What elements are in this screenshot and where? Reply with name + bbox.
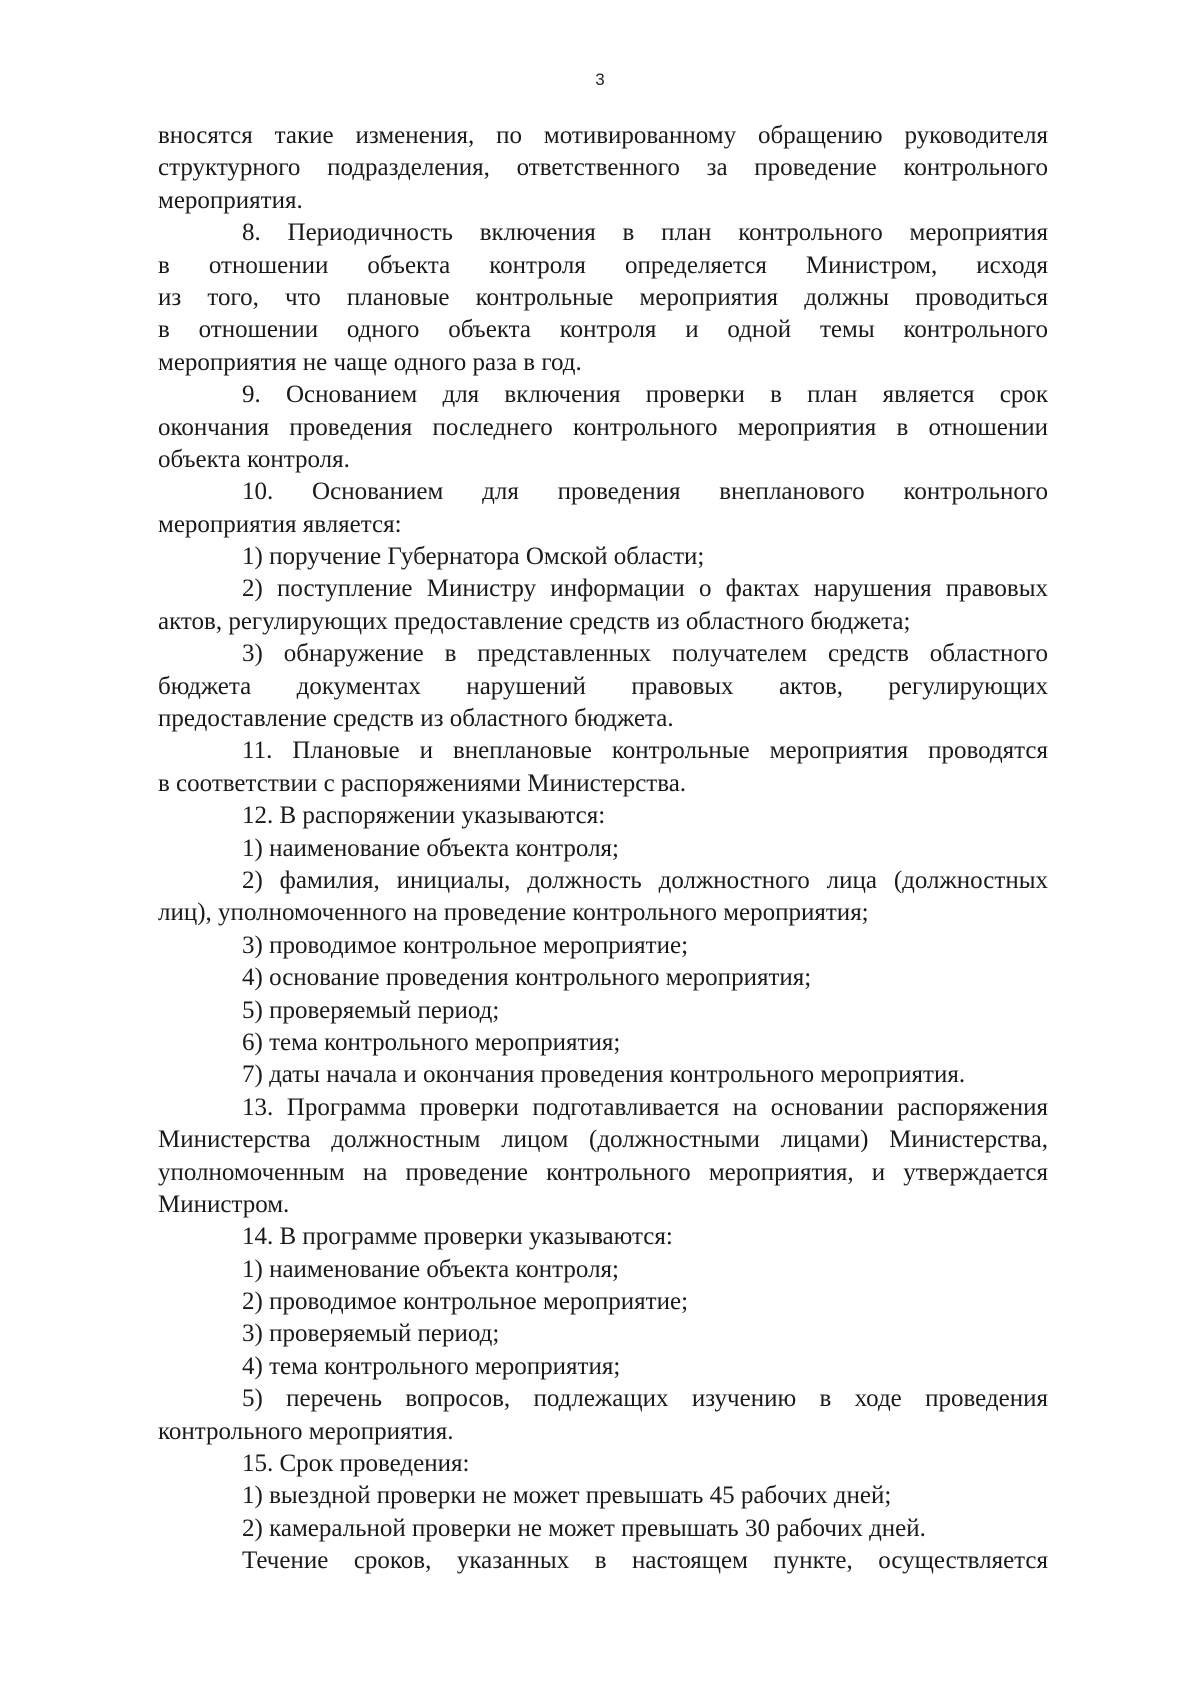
text-line: мероприятия является: xyxy=(158,510,402,538)
text-line: 9. Основанием для включения проверки в план является срок xyxy=(242,381,1048,409)
text-line: 8. Периодичность включения в план контрольного мероприятия xyxy=(242,219,1048,247)
text-line: 5) перечень вопросов, подлежащих изучению в ходе проведения xyxy=(242,1385,1048,1413)
text-line: Течение сроков, указанных в настоящем пункте, осуществляется xyxy=(242,1547,1048,1575)
text-line: актов, регулирующих предоставление средств из областного бюджета; xyxy=(158,607,911,635)
text-line: 10. Основанием для проведения внепланового контрольного xyxy=(242,478,1048,506)
text-line: 1) выездной проверки не может превышать 45 рабочих дней; xyxy=(242,1482,892,1510)
text-line: 13. Программа проверки подготавливается на основании распоряжения xyxy=(242,1093,1048,1121)
text-line: бюджета документах нарушений правовых актов, регулирующих xyxy=(158,672,1048,700)
text-line: структурного подразделения, ответственного за проведение контрольного xyxy=(158,154,1048,182)
document-body xyxy=(158,120,1048,1578)
text-line: 2) поступление Министру информации о фактах нарушения правовых xyxy=(242,575,1048,603)
text-line: контрольного мероприятия. xyxy=(158,1417,454,1445)
text-line: 3) обнаружение в представленных получателем средств областного xyxy=(242,640,1048,668)
text-line: Министром. xyxy=(158,1190,290,1218)
text-line: 12. В распоряжении указываются: xyxy=(242,802,606,830)
text-line: окончания проведения последнего контрольного мероприятия в отношении xyxy=(158,413,1048,441)
text-line: 15. Срок проведения: xyxy=(242,1450,470,1478)
text-line: 4) основание проведения контрольного мероприятия; xyxy=(242,964,812,992)
text-line: 1) поручение Губернатора Омской области; xyxy=(242,543,705,571)
text-line: 3) проверяемый период; xyxy=(242,1320,500,1348)
text-line: лиц), уполномоченного на проведение контрольного мероприятия; xyxy=(158,899,869,927)
text-line: 14. В программе проверки указываются: xyxy=(242,1223,673,1251)
text-line: в отношении объекта контроля определяется Министром, исходя xyxy=(158,251,1048,279)
text-line: в соответствии с распоряжениями Министерства. xyxy=(158,769,687,797)
page-number: 3 xyxy=(595,70,605,89)
text-line: 5) проверяемый период; xyxy=(242,996,500,1024)
text-line: в отношении одного объекта контроля и одной темы контрольного xyxy=(158,316,1048,344)
text-line: уполномоченным на проведение контрольного мероприятия, и утверждается xyxy=(158,1158,1048,1186)
text-line: из того, что плановые контрольные мероприятия должны проводиться xyxy=(158,283,1048,311)
text-line: мероприятия. xyxy=(158,186,303,214)
text-line: мероприятия не чаще одного раза в год. xyxy=(158,348,582,376)
text-line: объекта контроля. xyxy=(158,445,350,473)
text-line: 2) проводимое контрольное мероприятие; xyxy=(242,1288,689,1316)
text-line: 2) камеральной проверки не может превышать 30 рабочих дней. xyxy=(242,1514,926,1542)
text-line: Министерства должностным лицом (должностными лицами) Министерства, xyxy=(158,1126,1048,1154)
text-line: 11. Плановые и внеплановые контрольные мероприятия проводятся xyxy=(242,737,1048,765)
text-line: 1) наименование объекта контроля; xyxy=(242,834,619,862)
text-line: предоставление средств из областного бюджета. xyxy=(158,705,674,733)
text-line: вносятся такие изменения, по мотивированному обращению руководителя xyxy=(158,122,1048,149)
text-line: 2) фамилия, инициалы, должность должностного лица (должностных xyxy=(242,866,1048,894)
text-line: 3) проводимое контрольное мероприятие; xyxy=(242,931,689,959)
text-line: 1) наименование объекта контроля; xyxy=(242,1255,619,1283)
text-line: 6) тема контрольного мероприятия; xyxy=(242,1028,621,1056)
text-line: 7) даты начала и окончания проведения контрольного мероприятия. xyxy=(242,1061,966,1089)
text-line: 4) тема контрольного мероприятия; xyxy=(242,1352,621,1380)
